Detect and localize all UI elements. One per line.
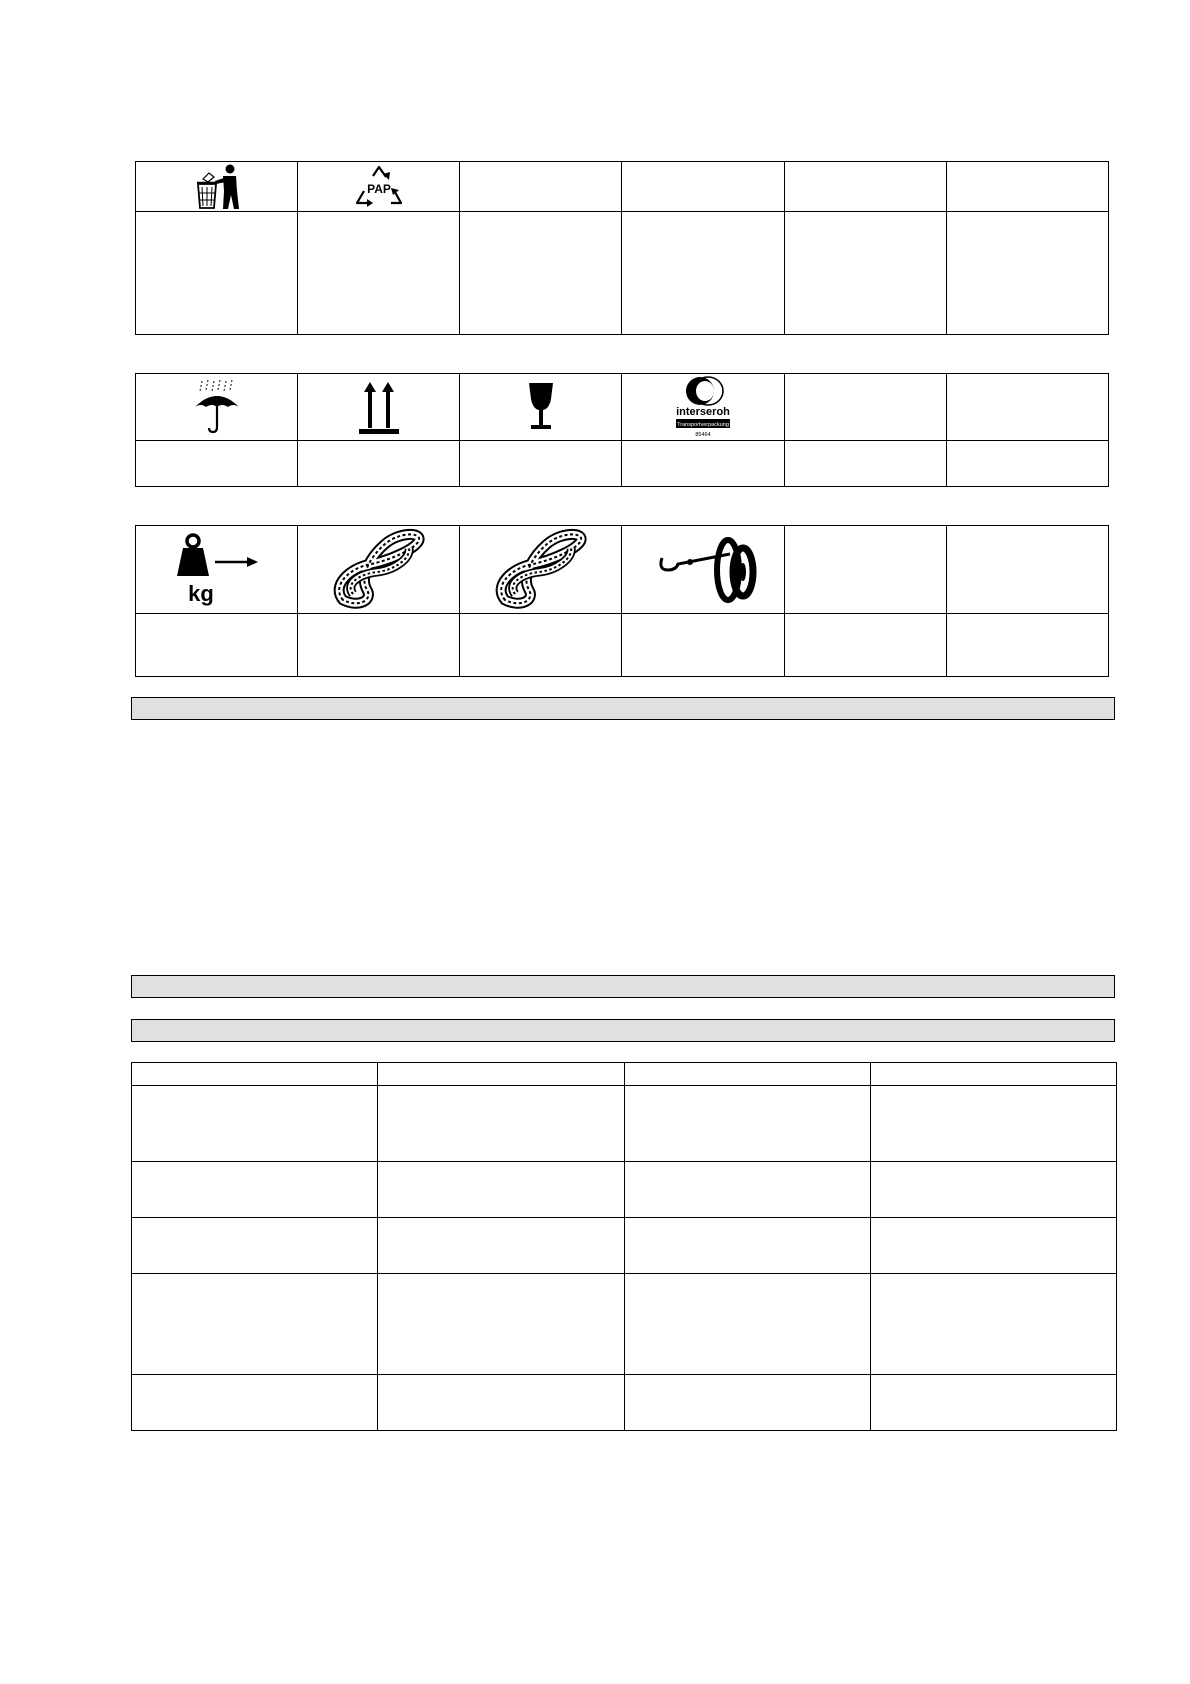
blank-cell bbox=[298, 441, 460, 487]
symbol-cell bbox=[946, 374, 1108, 441]
symbol-cell bbox=[136, 162, 298, 212]
pap-recycling-icon bbox=[353, 164, 405, 210]
table-cell bbox=[132, 1162, 378, 1218]
table-row bbox=[132, 1162, 1117, 1218]
table-row bbox=[132, 1086, 1117, 1162]
table-cell bbox=[378, 1218, 624, 1274]
table-row bbox=[132, 1218, 1117, 1274]
table-cell bbox=[870, 1086, 1116, 1162]
blank-cell bbox=[136, 441, 298, 487]
blank-cell bbox=[946, 614, 1108, 677]
table-cell bbox=[378, 1375, 624, 1431]
symbol-table-1 bbox=[135, 161, 1109, 335]
kg-text: kg bbox=[187, 580, 214, 606]
table-cell bbox=[870, 1375, 1116, 1431]
blank-cell bbox=[784, 212, 946, 335]
blank-cell bbox=[460, 614, 622, 677]
symbol-cell bbox=[784, 374, 946, 441]
symbol-cell bbox=[298, 526, 460, 614]
table-cell bbox=[624, 1375, 870, 1431]
table-cell bbox=[870, 1274, 1116, 1375]
symbol-cell bbox=[946, 162, 1108, 212]
table-cell bbox=[378, 1086, 624, 1162]
table-header-cell bbox=[870, 1063, 1116, 1086]
table-header-cell bbox=[132, 1063, 378, 1086]
symbol-cell bbox=[784, 526, 946, 614]
blank-row bbox=[136, 212, 1109, 335]
fragile-glass-icon bbox=[524, 381, 558, 433]
symbol-cell bbox=[622, 374, 784, 441]
blank-cell bbox=[784, 614, 946, 677]
blank-cell bbox=[946, 212, 1108, 335]
symbol-cell bbox=[298, 162, 460, 212]
table-row bbox=[132, 1274, 1117, 1375]
interseroh-number: 85464 bbox=[695, 432, 711, 438]
pap-text: PAP bbox=[366, 181, 391, 196]
coiled-rope-icon bbox=[491, 528, 591, 612]
blank-cell bbox=[136, 614, 298, 677]
blank-cell bbox=[622, 614, 784, 677]
table-row bbox=[132, 1375, 1117, 1431]
table-cell bbox=[132, 1375, 378, 1431]
table-cell bbox=[870, 1162, 1116, 1218]
blank-cell bbox=[622, 441, 784, 487]
symbol-cell bbox=[622, 526, 784, 614]
blank-row bbox=[136, 441, 1109, 487]
symbol-cell bbox=[460, 526, 622, 614]
symbol-cell bbox=[136, 526, 298, 614]
symbol-table-2 bbox=[135, 373, 1109, 487]
table-cell bbox=[870, 1218, 1116, 1274]
table-cell bbox=[624, 1162, 870, 1218]
interseroh-name: interseroh bbox=[676, 406, 730, 418]
tidy-man-bin-icon bbox=[193, 163, 241, 211]
table-header-cell bbox=[378, 1063, 624, 1086]
symbol-cell bbox=[298, 374, 460, 441]
coiled-rope-icon bbox=[329, 528, 429, 612]
symbol-cell bbox=[946, 526, 1108, 614]
interseroh-logo-icon bbox=[668, 375, 738, 439]
symbol-cell bbox=[622, 162, 784, 212]
table-cell bbox=[624, 1218, 870, 1274]
table-cell bbox=[132, 1086, 378, 1162]
blank-cell bbox=[298, 614, 460, 677]
keep-dry-umbrella-icon bbox=[192, 379, 242, 435]
blank-cell bbox=[460, 441, 622, 487]
blank-cell bbox=[784, 441, 946, 487]
blank-cell bbox=[460, 212, 622, 335]
this-way-up-arrows-icon bbox=[356, 378, 402, 436]
table-cell bbox=[624, 1274, 870, 1375]
hook-cable-reel-icon bbox=[648, 530, 758, 610]
table-cell bbox=[132, 1218, 378, 1274]
interseroh-banner: Transportverpackung bbox=[677, 422, 729, 428]
table-cell bbox=[378, 1274, 624, 1375]
table-cell bbox=[624, 1086, 870, 1162]
blank-cell bbox=[298, 212, 460, 335]
blank-row bbox=[136, 614, 1109, 677]
table-cell bbox=[378, 1162, 624, 1218]
blank-cell bbox=[622, 212, 784, 335]
symbol-cell bbox=[784, 162, 946, 212]
symbol-row bbox=[136, 526, 1109, 614]
symbol-row bbox=[136, 162, 1109, 212]
blank-cell bbox=[136, 212, 298, 335]
table-cell bbox=[132, 1274, 378, 1375]
data-table bbox=[131, 1062, 1117, 1431]
weight-kg-arrow-icon bbox=[171, 530, 263, 610]
section-header-bar bbox=[131, 975, 1115, 998]
table-header-row bbox=[132, 1063, 1117, 1086]
symbol-cell bbox=[136, 374, 298, 441]
section-header-bar bbox=[131, 697, 1115, 720]
table-header-cell bbox=[624, 1063, 870, 1086]
symbol-cell bbox=[460, 374, 622, 441]
section-header-bar bbox=[131, 1019, 1115, 1042]
symbol-cell bbox=[460, 162, 622, 212]
blank-cell bbox=[946, 441, 1108, 487]
symbol-table-3 bbox=[135, 525, 1109, 677]
symbol-row bbox=[136, 374, 1109, 441]
